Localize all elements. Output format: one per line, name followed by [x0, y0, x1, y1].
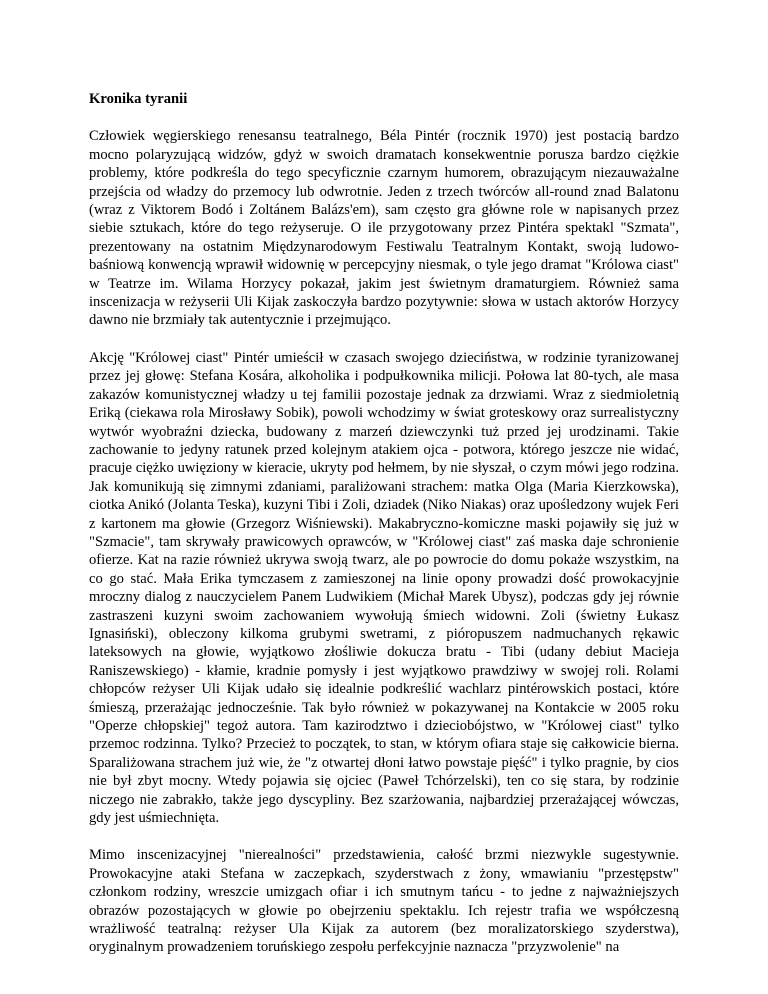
paragraph-2: Akcję "Królowej ciast" Pintér umieścił w czasach swojego dzieciństwa, w rodzinie tyranizowanej przez jej głowę: Stefana Kosára, alkoholika i podpułkownika milicji. Połowa lat 80-tych, ale masa zakazów komunistycznej władzy u tej familii pozostaje jednak za drzwiami. Wraz z siedmioletnią Eriką (ciekawa rola Mirosławy Sobik), powoli wchodzimy w świat groteskowy oraz surrealistyczny wytwór wyobraźni dziecka, budowany z marzeń dziewczynki tuż przed jej urodzinami. Takie zachowanie to jedyny ratunek przed kolejnym atakiem ojca - potwora, którego jeszcze nie widać, pracuje ciężko uwięziony w kieracie, ukryty pod hełmem, by nie słyszał, o czym mówi jego rodzina. Jak komunikują się zimnymi zdaniami, paraliżowani strachem: matka Olga (Maria Kierzkowska), ciotka Anikó (Jolanta Teska), kuzyni Tibi i Zoli, dziadek (Niko Niakas) oraz upośledzony wujek Feri z kartonem ma głowie (Grzegorz Wiśniewski). Makabryczno-komiczne maski pojawiły się już w "Szmacie", tam skrywały prawicowych oprawców, w "Królowej ciast" zaś maska daje schronienie ofierze. Kat na razie również ukrywa swoją twarz, ale po powrocie do domu pokaże wszystkim, na co go stać. Mała Erika tymczasem z zamieszonej na linie opony prowadzi dość prowokacyjnie mroczny dialog z nauczycielem Panem Ludwikiem (Michał Marek Ubysz), podczas gdy jej równie zastraszeni kuzyni swoim zachowaniem wywołują śmiech widowni. Zoli (świetny Łukasz Ignasiński), obleczony kilkoma grubymi swetrami, z pióropuszem nadmuchanych rękawic lateksowych na głowie, wyjątkowo złośliwie dokucza bratu - Tibi (udany debiut Macieja Raniszewskiego) - kłamie, kradnie pomysły i jest wyjątkowo prawdziwy w swojej roli. Rolami chłopców reżyser Uli Kijak udało się idealnie podkreślić wachlarz pintérowskich postaci, które śmieszą, przerażając jednocześnie. Tak było również w pokazywanej na Kontakcie w 2005 roku "Operze chłopskiej" tegoż autora. Tam kazirodztwo i dzieciobójstwo, w "Królowej ciast" tylko przemoc rodzinna. Tylko? Przecież to początek, to stan, w którym ofiara staje się całkowicie bierna. Sparaliżowana strachem już wie, że "z otwartej dłoni łatwo powstaje pięść" i tylko pragnie, by cios nie był zbyt mocny. Wtedy pojawia się ojciec (Paweł Tchórzelski), ten co się stara, by rodzinie niczego nie zabrakło, także jego dyscypliny. Bez szarżowania, najbardziej przerażającej wówczas, gdy jest uśmiechnięta. [89, 349, 679, 827]
article-title: Kronika tyranii [89, 91, 188, 107]
document-page [89, 90, 679, 976]
paragraph-3: Mimo inscenizacyjnej "nierealności" przedstawienia, całość brzmi niezwykle sugestywnie. Prowokacyjne ataki Stefana w zaczepkach, szyderstwach z żony, wmawianiu "przestępstw" członkom rodziny, wreszcie umizgach ofiar i ich smutnym tańcu - to jedne z najważniejszych obrazów pozostających w głowie po obejrzeniu spektaklu. Ich rejestr trafia we współczesną wrażliwość teatralną: reżyser Ula Kijak za autorem (bez moralizatorskiego szyderstwa), oryginalnym prowadzeniem toruńskiego zespołu perfekcyjnie naznacza "przyzwolenie" na [89, 847, 679, 956]
paragraph-1: Człowiek węgierskiego renesansu teatralnego, Béla Pintér (rocznik 1970) jest postacią bardzo mocno polaryzującą widzów, gdyż w swoich dramatach konsekwentnie porusza bardzo ciężkie problemy, które podkreśla do tego specyficznie czarnym humorem, obrazującym niezauważalne przejścia od władzy do przemocy lub odwrotnie. Jeden z trzech twórców all-round znad Balatonu (wraz z Viktorem Bodó i Zoltánem Balázs'em), sam często gra główne role w napisanych przez siebie sztukach, które do tego reżyseruje. O ile przygotowany przez Pintéra spektakl "Szmata", prezentowany na ostatnim Międzynarodowym Festiwalu Teatralnym Kontakt, swoją ludowo-baśniową konwencją wprawił widownię w percepcyjny niesmak, o tyle jego dramat "Królowa ciast" w Teatrze im. Wilama Horzycy pokazał, jakim jest świetnym dramaturgiem. Również sama inscenizacja w reżyserii Uli Kijak zaskoczyła bardzo pozytywnie: słowa w ustach aktorów Horzycy dawno nie brzmiały tak autentycznie i przejmująco. [89, 128, 679, 329]
